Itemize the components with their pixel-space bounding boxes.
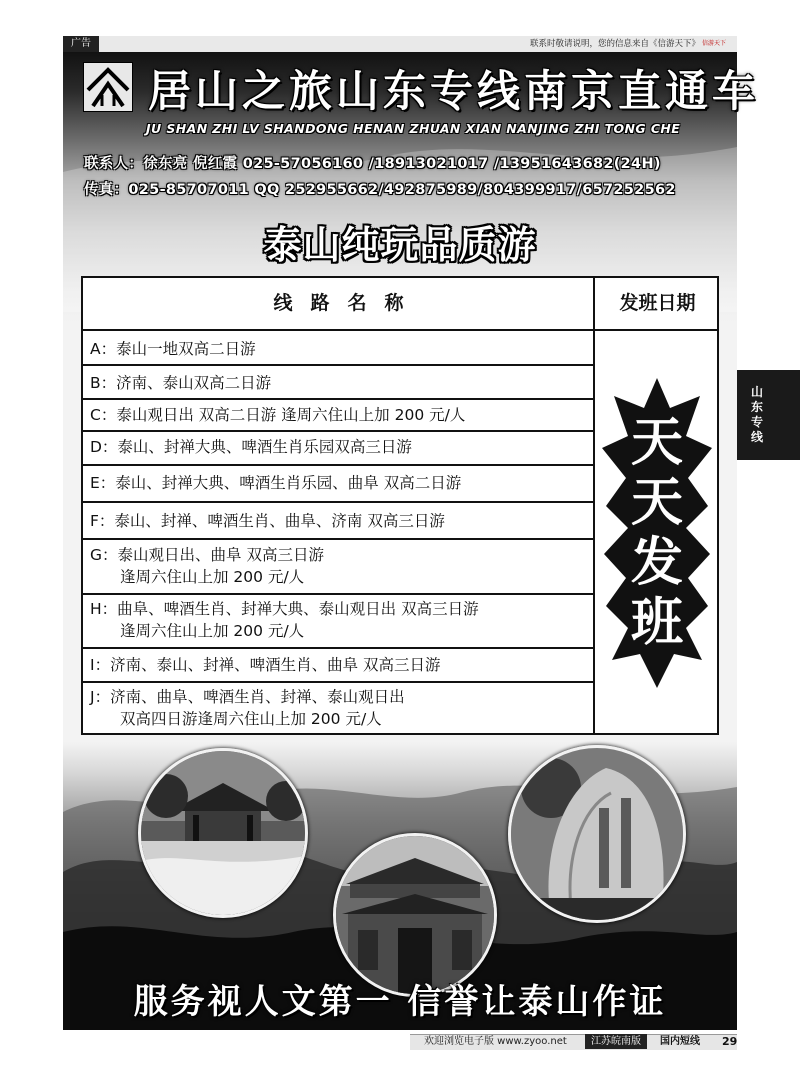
contact-line: 联系人：徐东亮 倪红霞 025-57056160 /18913021017 /13951643682(24H)	[84, 156, 661, 172]
daily-departure-char: 天	[630, 473, 684, 533]
source-notice: 联系时敬请说明，您的信息来自《信游天下》	[529, 39, 700, 49]
date-column-header: 发班日期	[619, 292, 696, 314]
advert-slogan: 服务视人文第一 信誉让泰山作证	[133, 982, 667, 1022]
edition-badge: 江苏皖南版	[585, 1034, 647, 1049]
row-divider	[81, 538, 595, 540]
row-divider	[81, 647, 595, 649]
ad-tag: 广告	[63, 36, 99, 52]
page-number: 29	[722, 1035, 738, 1048]
daily-departure-badge	[602, 378, 712, 688]
route-row-e: E：泰山、封禅大典、啤酒生肖乐园、曲阜 双高二日游	[90, 474, 462, 492]
route-row-f: F：泰山、封禅、啤酒生肖、曲阜、济南 双高三日游	[90, 512, 445, 530]
daily-departure-text	[631, 413, 683, 653]
row-divider	[81, 681, 595, 683]
route-row-d: D：泰山、封禅大典、啤酒生肖乐园双高三日游	[90, 438, 412, 456]
pavilion-photo	[138, 748, 308, 918]
row-divider	[81, 364, 595, 366]
row-divider	[81, 501, 595, 503]
route-row-b: B：济南、泰山双高二日游	[90, 374, 272, 392]
route-row-a: A：泰山一地双高二日游	[90, 340, 256, 358]
tour-heading: 泰山纯玩品质游	[263, 223, 537, 267]
route-row-c: C：泰山观日出 双高二日游 逢周六住山上加 200 元/人	[90, 406, 466, 424]
route-header-cell	[81, 276, 596, 330]
fax-qq-line: 传真：025-85707011 QQ 252955662/492875989/804399917/657252562	[84, 182, 676, 198]
route-row-h: H：曲阜、啤酒生肖、封禅大典、泰山观日出 双高三日游 逢周六住山上加 200 元/人	[90, 600, 479, 640]
date-header-cell	[596, 276, 719, 330]
daily-departure-char: 发	[630, 533, 684, 593]
row-divider	[81, 398, 595, 400]
table-divider	[593, 276, 595, 735]
temple-photo	[333, 833, 497, 997]
advert-pinyin: JU SHAN ZHI LV SHANDONG HENAN ZHUAN XIAN NANJING ZHI TONG CHE	[146, 121, 681, 136]
advert-title: 居山之旅山东专线南京直通车	[148, 67, 759, 117]
daily-departure-char: 天	[630, 413, 684, 473]
row-divider	[81, 593, 595, 595]
route-row-i: I：济南、泰山、封禅、啤酒生肖、曲阜 双高三日游	[90, 656, 441, 674]
table-divider	[81, 329, 719, 331]
brand-logo-icon	[83, 62, 133, 112]
daily-departure-char: 班	[630, 593, 684, 653]
route-column-header: 线路名称	[273, 292, 422, 314]
publication-logo: 信游天下	[702, 40, 727, 47]
section-tab[interactable]	[737, 370, 800, 460]
route-row-j: J：济南、曲阜、啤酒生肖、封禅、泰山观日出 双高四日游逢周六住山上加 200 元/人	[90, 688, 405, 728]
section-tab-label: 山东专线	[750, 385, 763, 444]
footer-welcome[interactable]: 欢迎浏览电子版 www.zyoo.net	[424, 1036, 567, 1047]
inscribed-rock-photo	[508, 745, 686, 923]
section-name: 国内短线	[660, 1036, 700, 1047]
row-divider	[81, 464, 595, 466]
route-row-g: G：泰山观日出、曲阜 双高三日游 逢周六住山上加 200 元/人	[90, 546, 324, 586]
row-divider	[81, 430, 595, 432]
